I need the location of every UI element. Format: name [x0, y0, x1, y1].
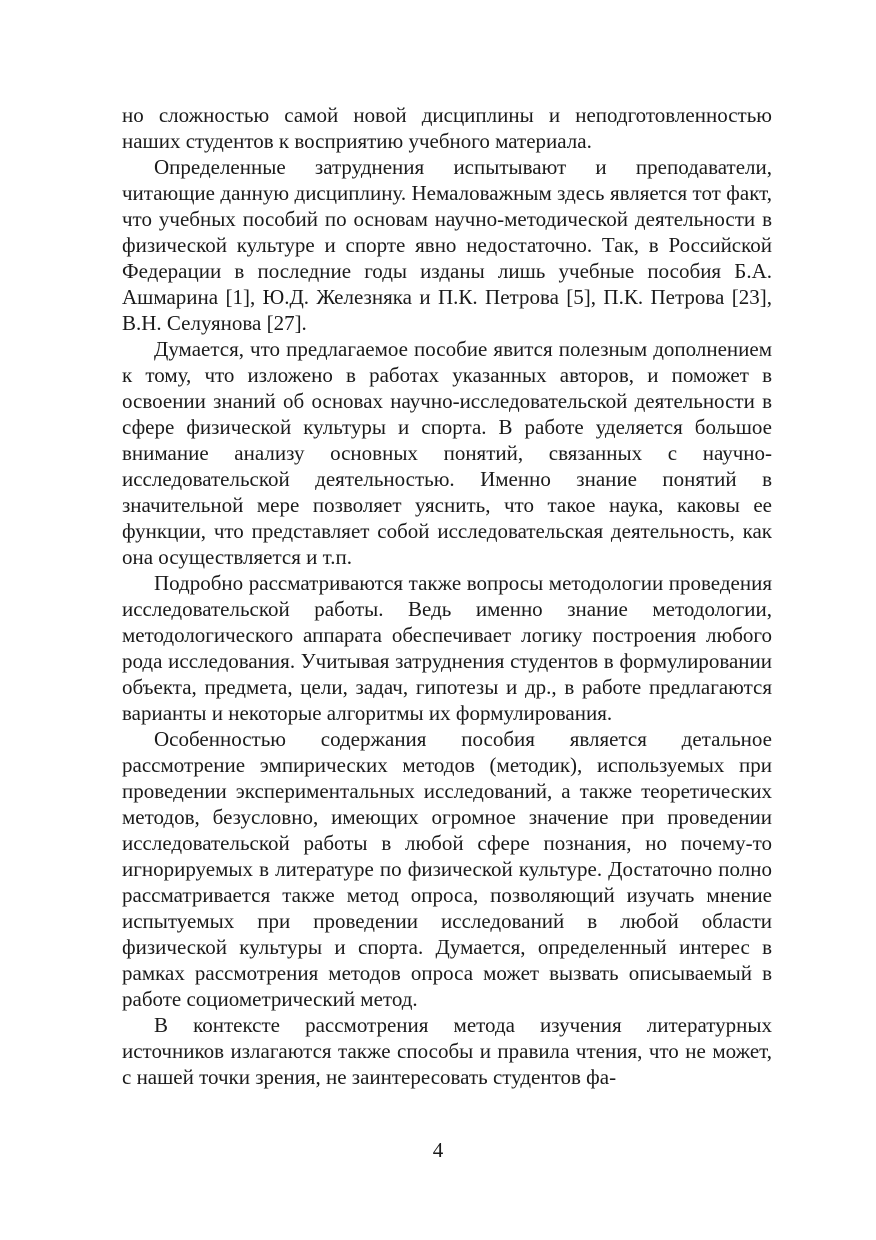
paragraph-literature-study: В контексте рассмотрения метода изучения литературных источников излагаются также способы и правила чтения, что не может, с нашей точки зрения, не заинтересовать студентов фа-	[122, 1013, 772, 1089]
paragraph-continuation: но сложностью самой новой дисциплины и неподготовленностью наших студентов к восприятию учебного материала.	[122, 103, 772, 153]
page-number: 4	[432, 1138, 444, 1162]
paragraph-methodology: Подробно рассматриваются также вопросы методологии проведения исследовательской работы. Ведь именно знание методологии, методологического аппарата обеспечивает логику построения любого рода исследования. Учитывая затруднения студентов в формулировании объекта, предмета, цели, задач, гипотезы и др., в работе предлагаются варианты и некоторые алгоритмы их формулирования.	[122, 571, 772, 725]
paragraph-teachers-difficulties: Определенные затруднения испытывают и преподаватели, читающие данную дисциплину. Немаловажным здесь является тот факт, что учебных пособий по основам научно-методической деятельности в физической культуре и спорте явно недостаточно. Так, в Российской Федерации в последние годы изданы лишь учебные пособия Б.А. Ашмарина [1], Ю.Д. Железняка и П.К. Петрова [5], П.К. Петрова [23], В.Н. Селуянова [27].	[122, 155, 772, 335]
page-body	[122, 102, 772, 1090]
paragraph-manual-usefulness: Думается, что предлагаемое пособие явится полезным дополнением к тому, что изложено в работах указанных авторов, и поможет в освоении знаний об основах научно-исследовательской деятельности в сфере физической культуры и спорта. В работе уделяется большое внимание анализу основных понятий, связанных с научно-исследовательской деятельностью. Именно знание понятий в значительной мере позволяет уяснить, что такое наука, каковы ее функции, что представляет собой исследовательская деятельность, как она осуществляется и т.п.	[122, 337, 772, 569]
paragraph-empirical-methods: Особенностью содержания пособия является детальное рассмотрение эмпирических методов (методик), используемых при проведении экспериментальных исследований, а также теоретических методов, безусловно, имеющих огромное значение при проведении исследовательской работы в любой сфере познания, но почему-то игнорируемых в литературе по физической культуре. Достаточно полно рассматривается также метод опроса, позволяющий изучать мнение испытуемых при проведении исследований в любой области физической культуры и спорта. Думается, определенный интерес в рамках рассмотрения методов опроса может вызвать описываемый в работе социометрический метод.	[122, 727, 772, 1011]
